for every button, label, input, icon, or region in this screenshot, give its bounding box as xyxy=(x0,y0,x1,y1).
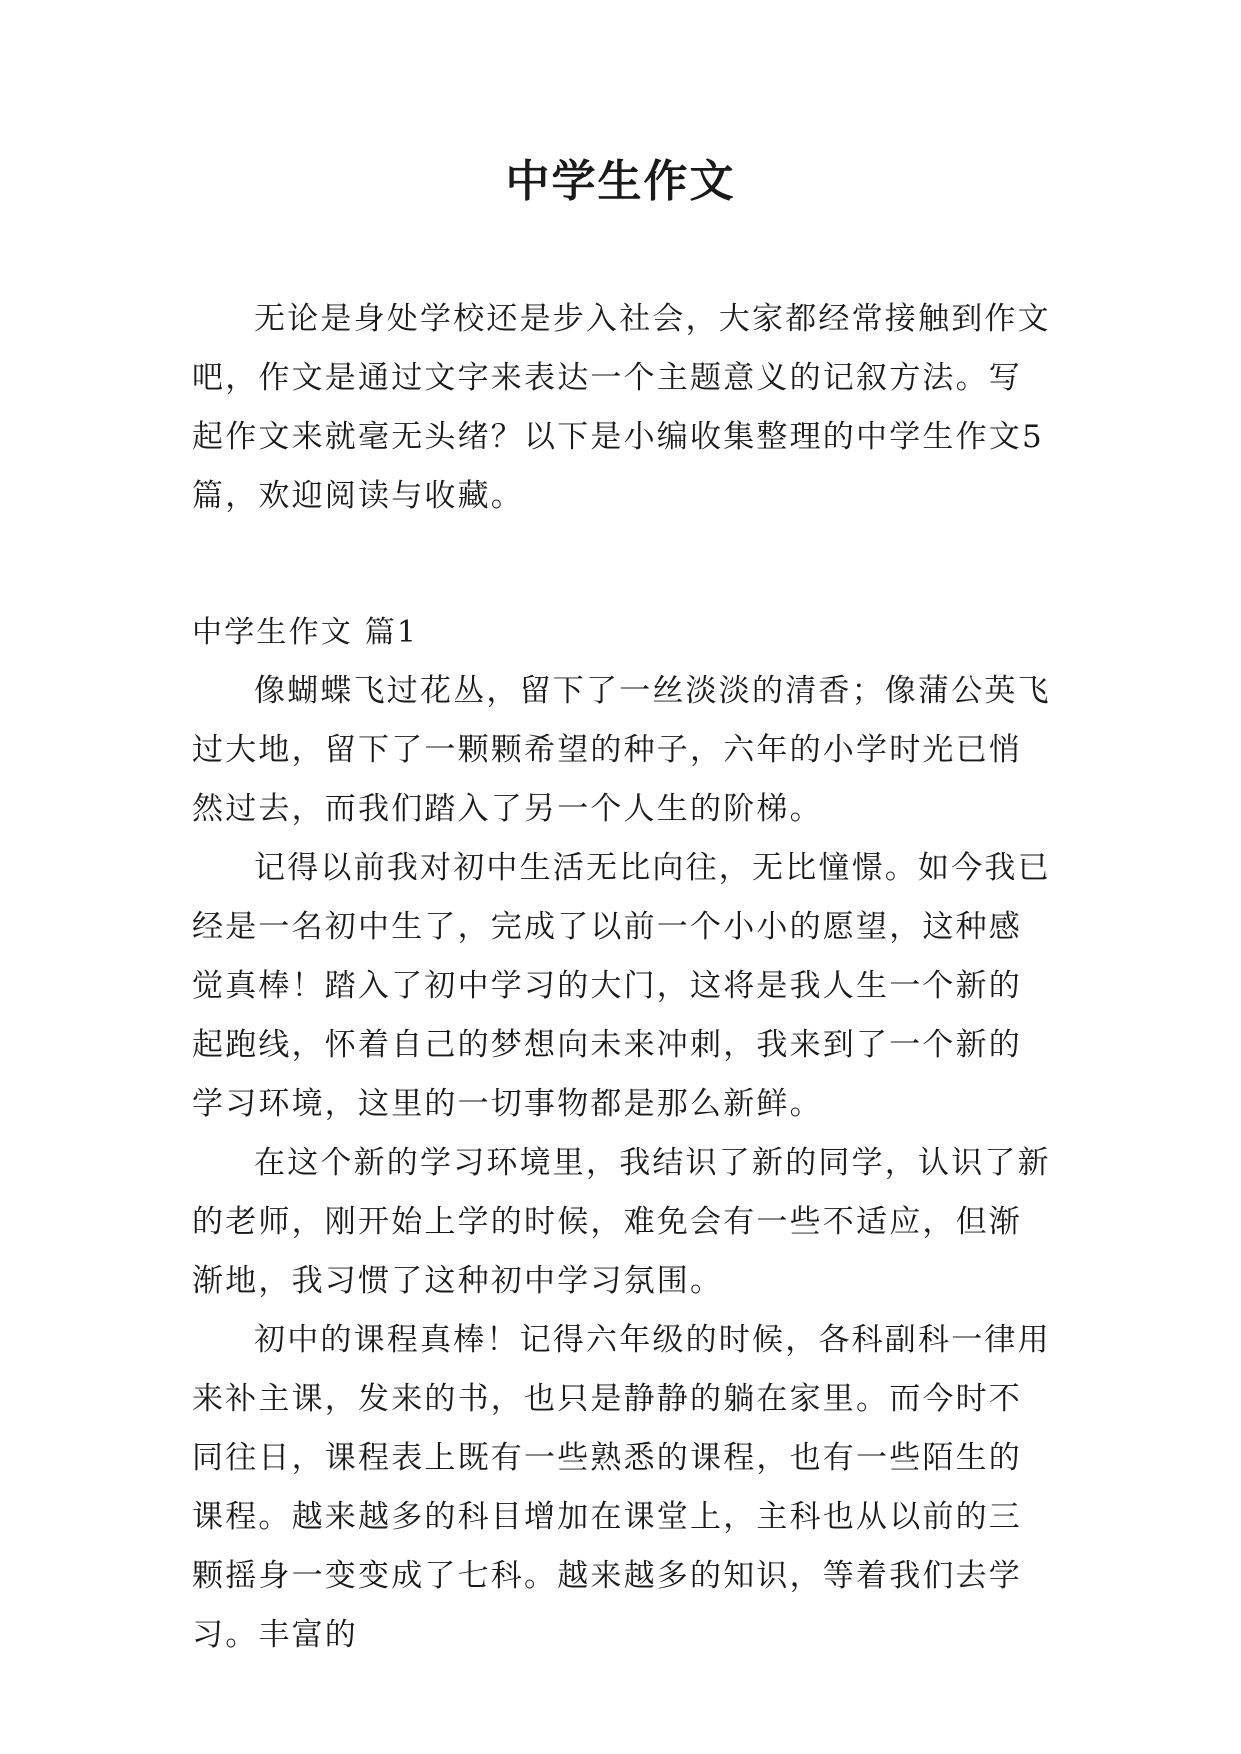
essay-section xyxy=(192,603,1054,1665)
body-paragraph-1: 像蝴蝶飞过花丛，留下了一丝淡淡的清香；像蒲公英飞过大地，留下了一颗颗希望的种子，六年的小学时光已悄然过去，而我们踏入了另一个人生的阶梯。 xyxy=(192,673,1051,827)
document-title: 中学生作文 xyxy=(505,156,736,207)
body-paragraph-3: 在这个新的学习环境里，我结识了新的同学，认识了新的老师，刚开始上学的时候，难免会有一些不适应，但渐渐地，我习惯了这种初中学习氛围。 xyxy=(192,1145,1051,1299)
document-body xyxy=(192,290,1054,1665)
body-paragraph-4: 初中的课程真棒！记得六年级的时候，各科副科一律用来补主课，发来的书，也只是静静的躺在家里。而今时不同往日，课程表上既有一些熟悉的课程，也有一些陌生的课程。越来越多的科目增加在课堂上，主科也从以前的三颗摇身一变变成了七科。越来越多的知识，等着我们去学习。丰富的 xyxy=(192,1322,1051,1653)
intro-paragraph: 无论是身处学校还是步入社会，大家都经常接触到作文吧，作文是通过文字来表达一个主题意义的记叙方法。写起作文来就毫无头绪？以下是小编收集整理的中学生作文5篇，欢迎阅读与收藏。 xyxy=(192,301,1051,514)
section-heading: 中学生作文 篇1 xyxy=(192,615,419,650)
body-paragraph-2: 记得以前我对初中生活无比向往，无比憧憬。如今我已经是一名初中生了，完成了以前一个小小的愿望，这种感觉真棒！踏入了初中学习的大门，这将是我人生一个新的起跑线，怀着自己的梦想向未来冲刺，我来到了一个新的学习环境，这里的一切事物都是那么新鲜。 xyxy=(192,850,1051,1122)
